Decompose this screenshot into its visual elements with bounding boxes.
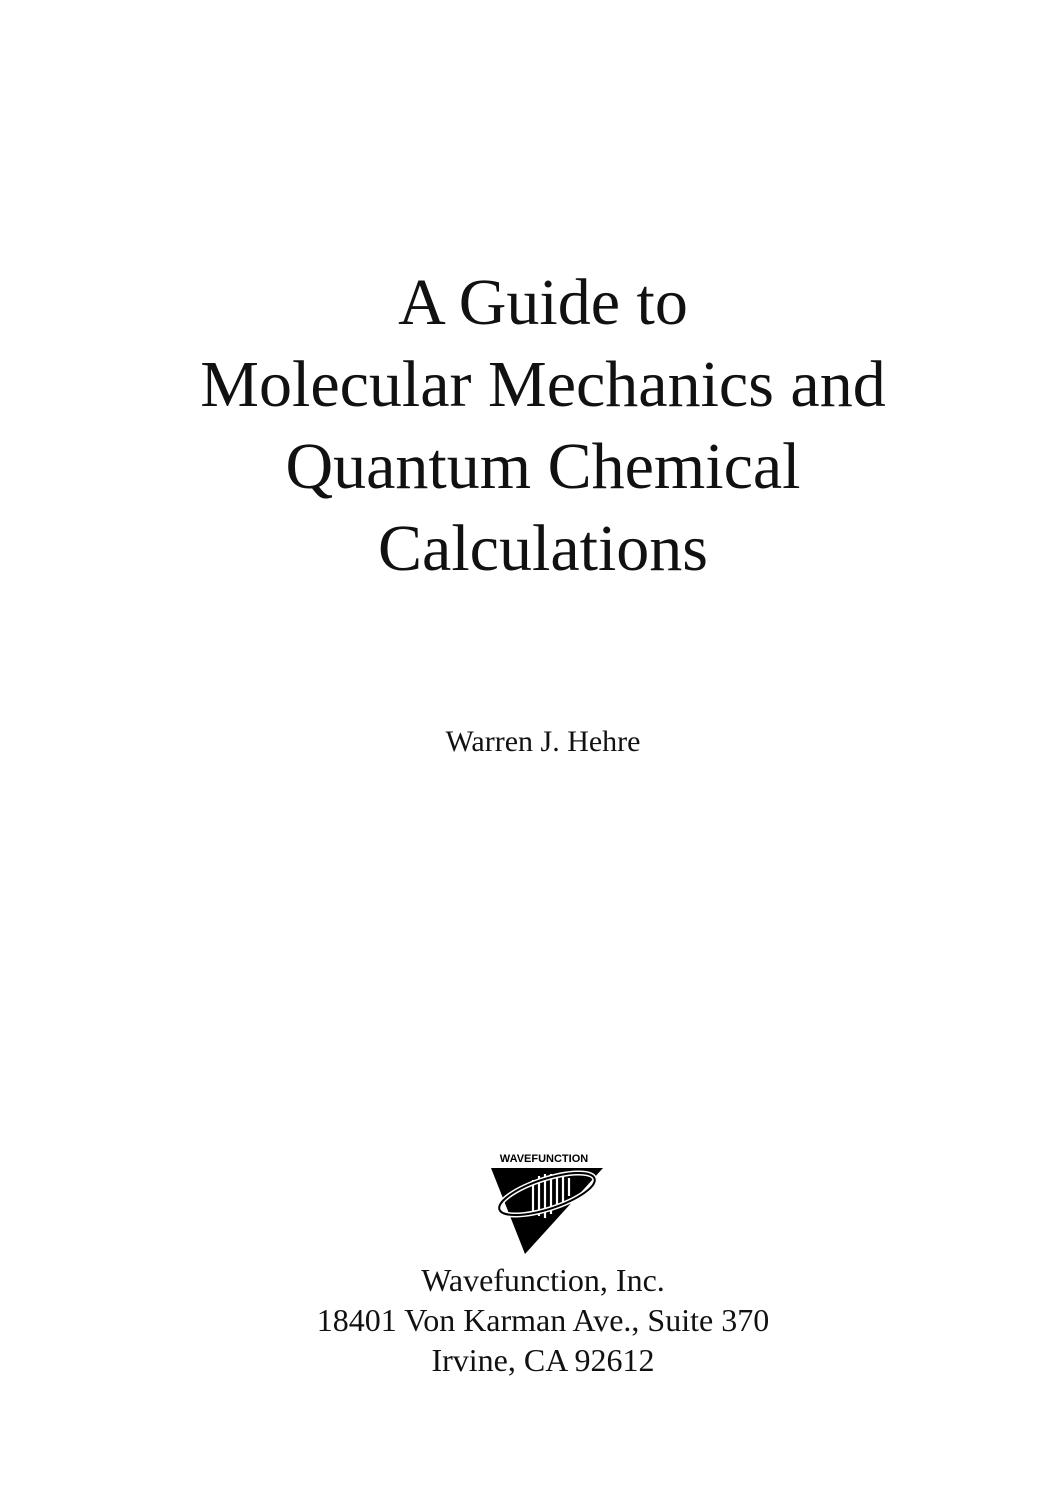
author-name: Warren J. Hehre (445, 725, 641, 758)
title-line-4: Calculations (378, 512, 708, 585)
title-line-3: Quantum Chemical (285, 430, 801, 503)
publisher-address-line-1: 18401 Von Karman Ave., Suite 370 (316, 1302, 770, 1338)
book-title (0, 262, 1050, 590)
title-line-1: A Guide to (398, 266, 688, 339)
logo-wordmark: WAVEFUNCTION (499, 1153, 589, 1165)
title-line-2: Molecular Mechanics and (200, 348, 886, 421)
publisher-info (0, 1260, 1050, 1380)
wavefunction-logo-icon (481, 1150, 607, 1258)
publisher-address-line-2: Irvine, CA 92612 (431, 1342, 655, 1378)
publisher-name: Wavefunction, Inc. (421, 1262, 665, 1298)
